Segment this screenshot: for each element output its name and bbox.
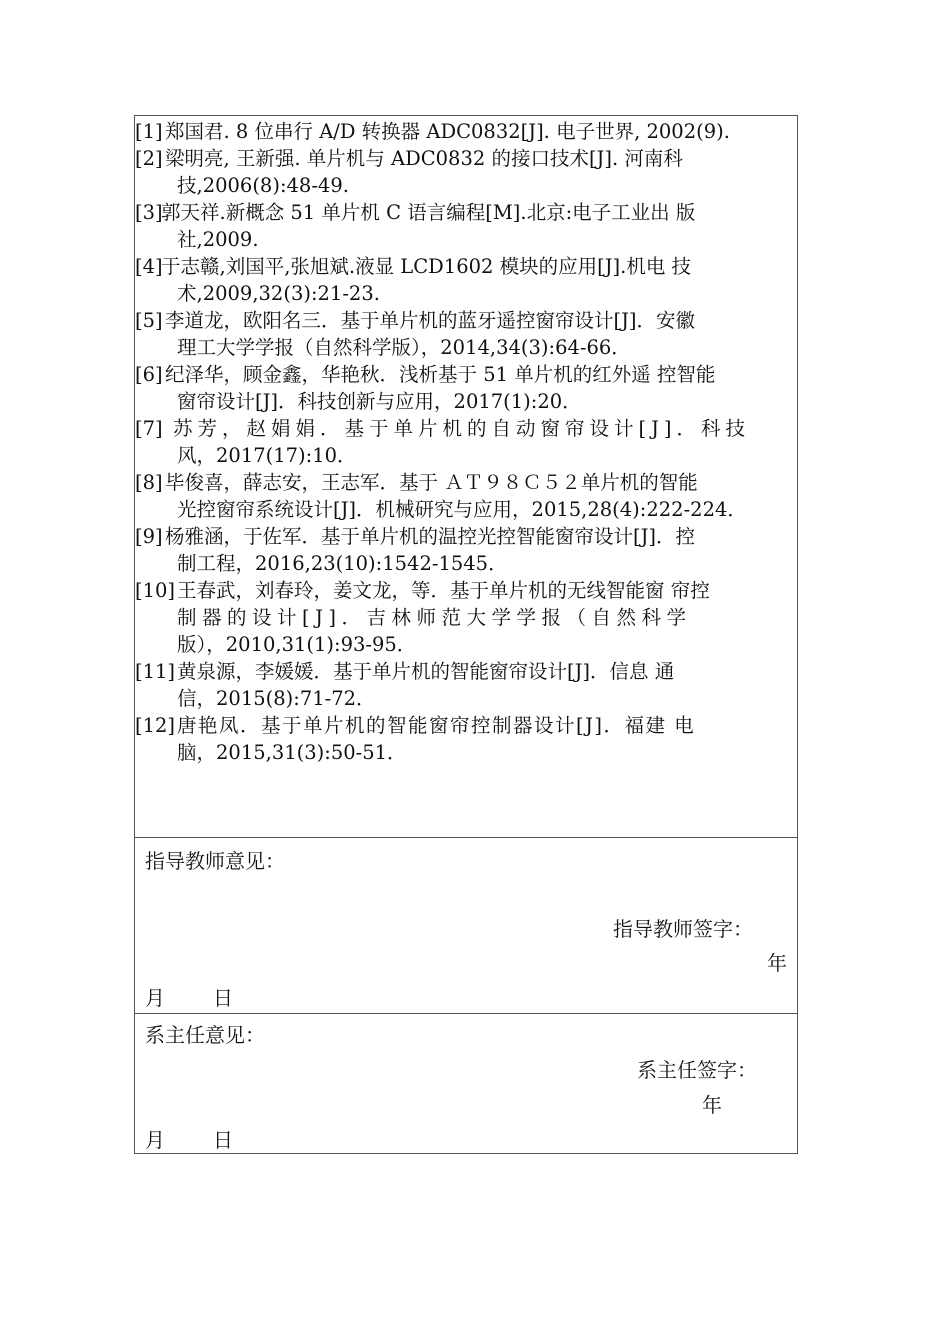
reference-text: 术,2009,32(3):21-23. bbox=[177, 282, 380, 305]
reference-text: 唐艳凤．基于单片机的智能窗帘控制器设计[J]．福建 电 bbox=[177, 714, 696, 737]
department-head-day-label: 日 bbox=[213, 1128, 233, 1152]
reference-text: 王春武，刘春玲，姜文龙，等．基于单片机的无线智能窗 帘控 bbox=[177, 579, 710, 602]
reference-number: [1] bbox=[135, 120, 163, 143]
department-head-opinion-cell bbox=[135, 1014, 797, 1153]
department-head-year-label: 年 bbox=[702, 1093, 722, 1117]
reference-text: 于志赣,刘国平,张旭斌.液显 LCD1602 模块的应用[J].机电 技 bbox=[161, 255, 692, 278]
reference-text: 信，2015(8):71-72． bbox=[177, 687, 376, 710]
advisor-signature-label: 指导教师签字： bbox=[613, 917, 753, 941]
reference-text: 黄泉源，李媛媛．基于单片机的智能窗帘设计[J]．信息 通 bbox=[177, 660, 675, 683]
reference-text: 毕俊喜，薛志安，王志军．基于 ＡＴ９８Ｃ５２单片机的智能 bbox=[165, 471, 698, 494]
reference-text: 理工大学学报（自然科学版），2014,34(3):64-66． bbox=[177, 336, 631, 359]
reference-text: 李道龙，欧阳名三．基于单片机的蓝牙遥控窗帘设计[J]．安徽 bbox=[165, 309, 696, 332]
reference-number: [5] bbox=[135, 309, 163, 332]
reference-text: 郭天祥.新概念 51 单片机 C 语言编程[M].北京:电子工业出 版 bbox=[161, 201, 696, 224]
references-cell bbox=[135, 116, 797, 838]
reference-number: [3] bbox=[135, 201, 163, 224]
advisor-month-label: 月 bbox=[145, 986, 165, 1010]
reference-text: 制工程，2016,23(10):1542-1545． bbox=[177, 552, 508, 575]
department-head-opinion-label: 系主任意见： bbox=[145, 1023, 265, 1047]
reference-number: [4] bbox=[135, 255, 163, 278]
department-head-month-label: 月 bbox=[145, 1128, 165, 1152]
reference-number: [12] bbox=[135, 714, 176, 737]
reference-number: [6] bbox=[135, 363, 163, 386]
reference-text: 杨雅涵，于佐军．基于单片机的温控光控智能窗帘设计[J]．控 bbox=[165, 525, 696, 548]
reference-text: 光控窗帘系统设计[J]．机械研究与应用，2015,28(4):222-224． bbox=[177, 498, 747, 521]
reference-number: [7] bbox=[135, 417, 163, 440]
reference-text: 梁明亮, 王新强. 单片机与 ADC0832 的接口技术[J]. 河南科 bbox=[165, 147, 683, 170]
reference-text: 社,2009. bbox=[177, 228, 259, 251]
advisor-year-label: 年 bbox=[767, 951, 787, 975]
reference-text: 脑，2015,31(3):50-51． bbox=[177, 741, 407, 764]
reference-text: 苏芳，赵娟娟．基于单片机的自动窗帘设计[J]．科技 bbox=[173, 417, 751, 440]
reference-number: [2] bbox=[135, 147, 163, 170]
reference-text: 窗帘设计[J]．科技创新与应用，2017(1):20． bbox=[177, 390, 582, 413]
reference-text: 纪泽华，顾金鑫，华艳秋．浅析基于 51 单片机的红外遥 控智能 bbox=[165, 363, 716, 386]
reference-text: 版），2010,31(1):93-95． bbox=[177, 633, 417, 656]
reference-number: [9] bbox=[135, 525, 163, 548]
reference-number: [8] bbox=[135, 471, 163, 494]
reference-number: [10] bbox=[135, 579, 176, 602]
reference-number: [11] bbox=[135, 660, 176, 683]
reference-text: 技,2006(8):48-49. bbox=[177, 174, 349, 197]
advisor-opinion-label: 指导教师意见： bbox=[145, 849, 285, 873]
department-head-signature-label: 系主任签字： bbox=[637, 1058, 757, 1082]
reference-text: 制器的设计[J]．吉林师范大学学报（自然科学 bbox=[177, 606, 692, 629]
advisor-day-label: 日 bbox=[213, 986, 233, 1010]
reference-text: 风，2017(17):10． bbox=[177, 444, 357, 467]
reference-text: 郑国君. 8 位串行 A/D 转换器 ADC0832[J]. 电子世界, 2002(9). bbox=[165, 120, 730, 143]
advisor-opinion-cell bbox=[135, 838, 797, 1014]
form-table bbox=[134, 115, 798, 1154]
